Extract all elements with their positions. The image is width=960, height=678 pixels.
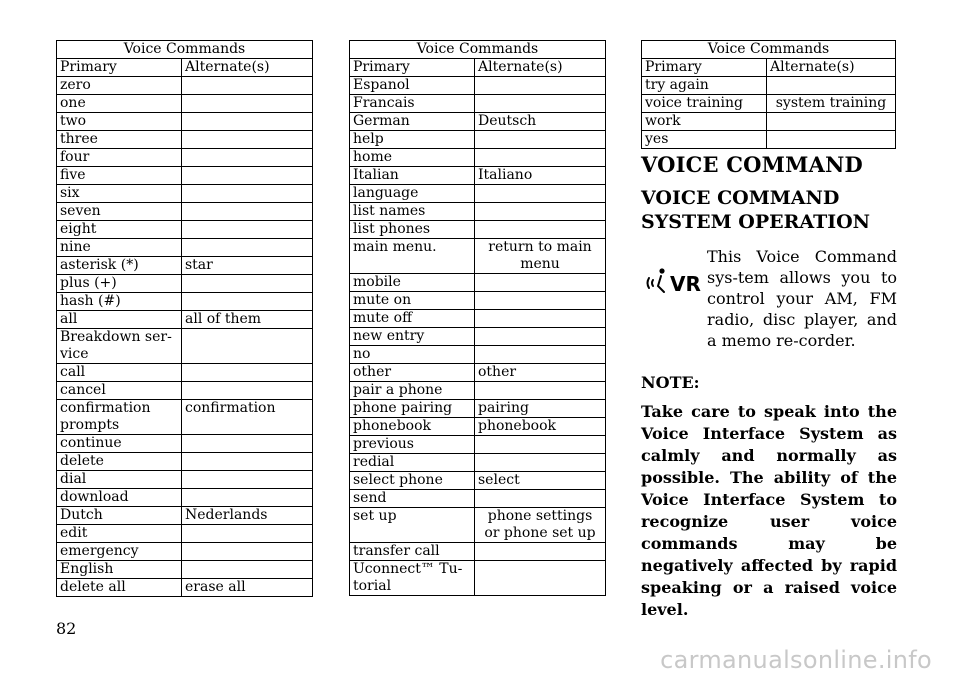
primary-command-cell: four [57,149,182,167]
primary-command-cell: continue [57,435,182,453]
table-row [57,293,313,311]
primary-command-cell: previous [350,436,475,454]
primary-command-cell: one [57,95,182,113]
alternate-command-cell [182,364,313,382]
table-row [57,221,313,239]
alternate-command-cell [475,185,606,203]
primary-command-cell: mute off [350,310,475,328]
alternate-command-cell [182,453,313,471]
table-row [350,436,606,454]
table-row [57,329,313,364]
alternate-command-cell: all of them [182,311,313,329]
primary-command-cell: German [350,113,475,131]
alternate-command-cell [182,77,313,95]
table-row [350,454,606,472]
primary-command-cell: Italian [350,167,475,185]
table-caption: Voice Commands [642,41,896,59]
primary-command-cell: set up [350,508,475,543]
alternate-command-cell [475,292,606,310]
table-row [350,131,606,149]
primary-command-cell: nine [57,239,182,257]
table-row [57,453,313,471]
voice-commands-table-1 [56,40,313,597]
table-row [642,131,896,149]
alternate-command-cell: Nederlands [182,507,313,525]
table-row [350,221,606,239]
alternate-command-cell [475,310,606,328]
alternate-command-cell: phonebook [475,418,606,436]
table-row [57,149,313,167]
primary-command-cell: edit [57,525,182,543]
alternate-command-cell [767,77,896,95]
primary-command-cell: all [57,311,182,329]
alternate-command-cell [475,561,606,596]
primary-command-cell: help [350,131,475,149]
primary-command-cell: Espanol [350,77,475,95]
primary-command-cell: confirmation prompts [57,400,182,435]
table-row [350,203,606,221]
primary-command-cell: mute on [350,292,475,310]
primary-command-cell: yes [642,131,767,149]
alternate-command-cell [182,329,313,364]
alternate-command-cell [475,131,606,149]
primary-command-cell: asterisk (*) [57,257,182,275]
alternate-command-cell: return to main menu [475,239,606,274]
table-row [350,95,606,113]
voice-commands-table-3 [641,40,896,149]
alternate-command-cell [475,274,606,292]
table-row [350,274,606,292]
primary-command-cell: three [57,131,182,149]
table-row [350,364,606,382]
primary-command-cell: download [57,489,182,507]
alternate-command-cell [475,543,606,561]
alternate-command-cell [182,167,313,185]
table-row [350,561,606,596]
alternate-command-cell [475,77,606,95]
voice-command-section [641,152,897,621]
alternate-command-cell [182,435,313,453]
alternate-command-cell [475,221,606,239]
alternate-command-cell [475,149,606,167]
table-row [350,346,606,364]
primary-command-cell: six [57,185,182,203]
column-header-primary: Primary [57,59,182,77]
primary-command-cell: no [350,346,475,364]
alternate-command-cell [182,382,313,400]
alternate-command-cell [475,490,606,508]
table-row [57,579,313,597]
primary-command-cell: call [57,364,182,382]
alternate-command-cell [182,561,313,579]
primary-command-cell: phone pairing [350,400,475,418]
table-row [350,310,606,328]
alternate-command-cell [475,436,606,454]
table-row [57,275,313,293]
alternate-command-cell: phone settings or phone set up [475,508,606,543]
alternate-command-cell [182,543,313,561]
alternate-command-cell [182,149,313,167]
table-row [642,77,896,95]
table-row [350,382,606,400]
watermark: carmanualsonline.info [660,646,932,674]
alternate-command-cell [475,454,606,472]
primary-command-cell: five [57,167,182,185]
vr-icon-text: VR [670,272,701,296]
alternate-command-cell: confirmation [182,400,313,435]
alternate-command-cell [182,221,313,239]
section-title: VOICE COMMAND [641,152,863,177]
primary-command-cell: send [350,490,475,508]
alternate-command-cell [475,203,606,221]
voice-commands-table-2 [349,40,606,596]
table-row [350,543,606,561]
table-row [350,77,606,95]
table-row [350,418,606,436]
primary-command-cell: delete [57,453,182,471]
table-row [57,113,313,131]
primary-command-cell: emergency [57,543,182,561]
primary-command-cell: Francais [350,95,475,113]
primary-command-cell: seven [57,203,182,221]
alternate-command-cell [767,113,896,131]
table-row [350,508,606,543]
alternate-command-cell [475,346,606,364]
table-row [57,561,313,579]
alternate-command-cell [182,525,313,543]
table-row [57,489,313,507]
table-row [57,77,313,95]
note-label: NOTE: [641,373,700,392]
table-row [350,472,606,490]
primary-command-cell: list names [350,203,475,221]
alternate-command-cell: other [475,364,606,382]
alternate-command-cell [475,328,606,346]
section-subtitle: VOICE COMMAND SYSTEM OPERATION [641,187,871,233]
column-header-primary: Primary [642,59,767,77]
alternate-command-cell [182,185,313,203]
column-header-alternates: Alternate(s) [767,59,896,77]
primary-command-cell: Dutch [57,507,182,525]
primary-command-cell: mobile [350,274,475,292]
page-number: 82 [56,619,77,638]
primary-command-cell: language [350,185,475,203]
primary-command-cell: redial [350,454,475,472]
primary-command-cell: voice training [642,95,767,113]
table-row [57,95,313,113]
table-row [57,382,313,400]
primary-command-cell: two [57,113,182,131]
alternate-command-cell: erase all [182,579,313,597]
alternate-command-cell [182,489,313,507]
table-row [57,203,313,221]
primary-command-cell: zero [57,77,182,95]
primary-command-cell: new entry [350,328,475,346]
alternate-command-cell [182,203,313,221]
table-row [57,364,313,382]
primary-command-cell: try again [642,77,767,95]
alternate-command-cell [182,293,313,311]
alternate-command-cell: select [475,472,606,490]
primary-command-cell: Uconnect™ Tu-torial [350,561,475,596]
table-row [350,490,606,508]
table-row [350,185,606,203]
alternate-command-cell [475,382,606,400]
table-row [642,113,896,131]
note-text: Take care to speak into the Voice Interface System as calmly and normally as possible. The ability of the Voice Interface System to recognize user voice commands may be negatively affected by rapid speaking or a raised voice level. [641,402,897,619]
table-row [57,131,313,149]
primary-command-cell: delete all [57,579,182,597]
alternate-command-cell [182,95,313,113]
table-row [57,257,313,275]
primary-command-cell: pair a phone [350,382,475,400]
intro-block [641,246,897,366]
table-row [57,435,313,453]
table-row [57,167,313,185]
table-row [350,167,606,185]
table-row [350,328,606,346]
table-caption: Voice Commands [57,41,313,59]
alternate-command-cell [182,275,313,293]
table-row [57,543,313,561]
column-header-alternates: Alternate(s) [182,59,313,77]
voice-recognition-icon [643,266,701,298]
primary-command-cell: select phone [350,472,475,490]
alternate-command-cell: star [182,257,313,275]
primary-command-cell: home [350,149,475,167]
primary-command-cell: cancel [57,382,182,400]
primary-command-cell: hash (#) [57,293,182,311]
column-header-alternates: Alternate(s) [475,59,606,77]
alternate-command-cell [182,471,313,489]
primary-command-cell: plus (+) [57,275,182,293]
alternate-command-cell [182,131,313,149]
table-row [57,311,313,329]
primary-command-cell: dial [57,471,182,489]
intro-text: This Voice Command sys-tem allows you to control your AM, FM radio, disc player, and a memo re-corder. [707,247,897,350]
alternate-command-cell [767,131,896,149]
table-row [57,471,313,489]
table-row [57,525,313,543]
table-row [57,400,313,435]
alternate-command-cell [182,239,313,257]
primary-command-cell: English [57,561,182,579]
table-row [57,507,313,525]
primary-command-cell: phonebook [350,418,475,436]
table-row [642,95,896,113]
alternate-command-cell: system training [767,95,896,113]
alternate-command-cell: Italiano [475,167,606,185]
table-row [57,239,313,257]
primary-command-cell: main menu. [350,239,475,274]
table-row [350,113,606,131]
table-caption: Voice Commands [350,41,606,59]
alternate-command-cell [182,113,313,131]
alternate-command-cell [475,95,606,113]
alternate-command-cell: Deutsch [475,113,606,131]
primary-command-cell: eight [57,221,182,239]
column-header-primary: Primary [350,59,475,77]
table-row [350,400,606,418]
primary-command-cell: transfer call [350,543,475,561]
primary-command-cell: list phones [350,221,475,239]
table-row [57,185,313,203]
primary-command-cell: other [350,364,475,382]
table-row [350,239,606,274]
table-row [350,149,606,167]
primary-command-cell: Breakdown ser-vice [57,329,182,364]
alternate-command-cell: pairing [475,400,606,418]
table-row [350,292,606,310]
primary-command-cell: work [642,113,767,131]
